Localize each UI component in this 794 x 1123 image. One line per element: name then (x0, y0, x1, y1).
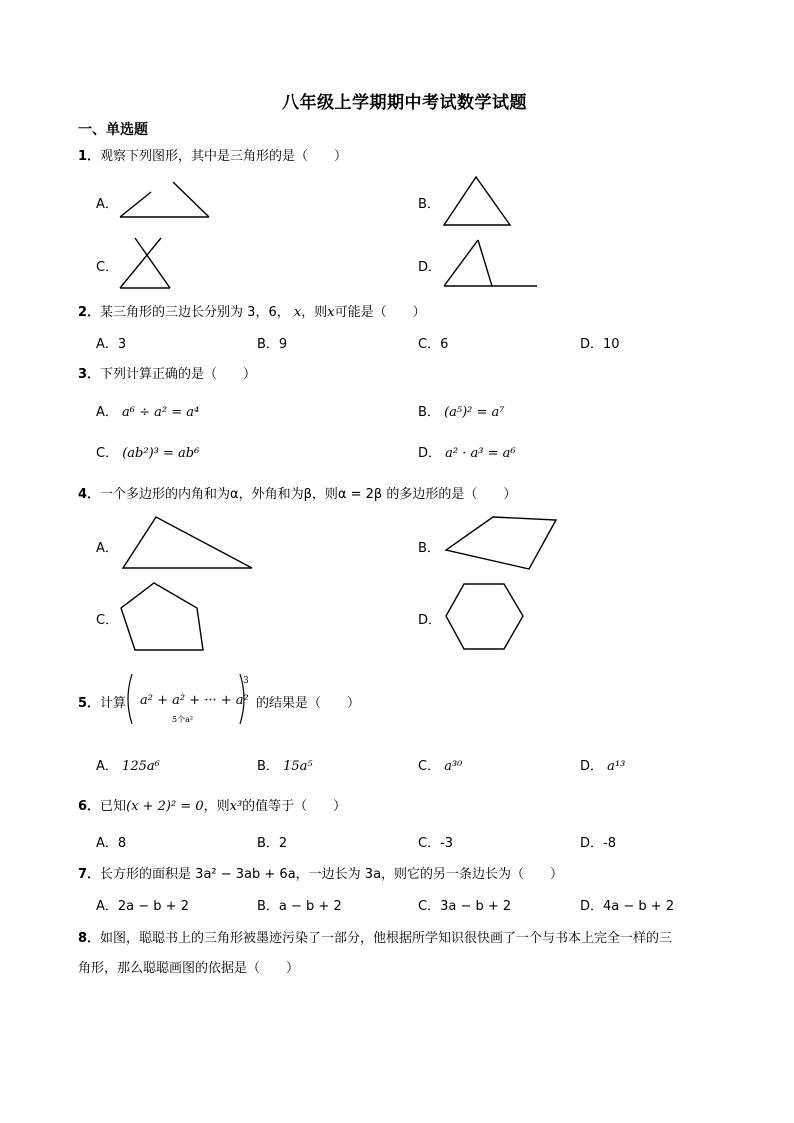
question-7 (78, 863, 563, 882)
option-a: A．2a − b + 2 (96, 899, 189, 914)
question-2 (78, 301, 426, 320)
question-number: 5． (78, 696, 101, 711)
option-label: D． (418, 446, 442, 461)
option-expression: (ab²)³ = ab⁶ (122, 446, 200, 461)
question-8-line-2: 角形，那么聪聪画图的依据是（ ） (78, 961, 300, 976)
question-8-line-1 (78, 927, 672, 946)
question-stem: 已知 (100, 799, 127, 814)
option-a-label: A． (96, 541, 118, 556)
question-stem: 可能是（ ） (334, 305, 426, 320)
question-stem: 下列计算正确的是（ ） (100, 367, 257, 382)
option-expression: a³⁰ (444, 759, 463, 774)
option-d (418, 442, 516, 461)
question-stem: 一个多边形的内角和为α，外角和为β，则α = 2β 的多边形的是（ ） (100, 487, 517, 502)
option-a (96, 755, 160, 774)
option-d-label: D． (418, 613, 442, 628)
question-number: 2． (78, 305, 101, 320)
option-b: B．a − b + 2 (257, 899, 342, 914)
question-stem: 如图，聪聪书上的三角形被墨迹污染了一部分，他根据所学知识很快画了一个与书本上完全一样的三 (100, 931, 673, 946)
q4-figure-b-quadrilateral (443, 513, 561, 573)
q1-figure-a (115, 180, 215, 220)
option-label: A． (96, 759, 118, 774)
question-number: 3． (78, 367, 101, 382)
question-number: 8． (78, 931, 101, 946)
variable: x³ (229, 799, 243, 814)
option-b-label: B． (418, 197, 440, 212)
question-number: 4． (78, 487, 101, 502)
option-a-label: A． (96, 197, 118, 212)
question-stem: 的值等于（ ） (242, 799, 347, 814)
option-label: C． (418, 759, 441, 774)
question-3 (78, 363, 256, 382)
equation: (x + 2)² = 0 (126, 799, 204, 814)
option-c-label: C． (96, 260, 119, 275)
option-d: D．4a − b + 2 (580, 899, 675, 914)
question-stem: 的结果是（ ） (256, 696, 361, 711)
question-1 (78, 145, 347, 164)
q1-figure-b (440, 173, 515, 228)
option-label: B． (418, 405, 440, 420)
option-label: C． (96, 446, 119, 461)
q5-sum: a² + a² + ··· + a² (140, 693, 249, 708)
option-c (418, 755, 462, 774)
option-c: C．3a − b + 2 (418, 899, 512, 914)
question-stem: 长方形的面积是 3a² − 3ab + 6a，一边长为 3a，则它的另一条边长为（ ） (100, 867, 564, 882)
option-expression: a⁶ ÷ a² = a⁴ (122, 405, 200, 420)
q4-figure-c-pentagon (118, 580, 208, 654)
option-c: C．6 (418, 337, 449, 352)
q5-underbrace-label: 5个a² (172, 715, 194, 724)
option-a: A．3 (96, 337, 127, 352)
q4-figure-a-triangle (120, 514, 256, 572)
option-c: C．-3 (418, 836, 454, 851)
q4-figure-d-hexagon (444, 581, 526, 653)
question-stem: ，则 (301, 305, 328, 320)
option-expression: a² · a³ = a⁶ (445, 446, 516, 461)
question-number: 7． (78, 867, 101, 882)
option-c-label: C． (96, 613, 119, 628)
option-a: A．8 (96, 836, 127, 851)
option-label: A． (96, 405, 118, 420)
variable: x (293, 305, 302, 320)
q5-expression (124, 671, 254, 729)
question-stem: 观察下列图形，其中是三角形的是（ ） (100, 149, 348, 164)
option-expression: (a⁵)² = a⁷ (444, 405, 505, 420)
option-b (418, 401, 505, 420)
option-a (96, 401, 199, 420)
question-number: 6． (78, 799, 101, 814)
option-c (96, 442, 199, 461)
option-d (580, 755, 625, 774)
q1-figure-c (115, 234, 175, 292)
question-4 (78, 483, 516, 502)
page-title: 八年级上学期期中考试数学试题 (282, 93, 527, 113)
q1-figure-d (440, 235, 540, 291)
option-d-label: D． (418, 260, 442, 275)
option-expression: 15a⁵ (283, 759, 313, 774)
option-d: D．-8 (580, 836, 616, 851)
option-b (257, 755, 313, 774)
option-b-label: B． (418, 541, 440, 556)
question-6 (78, 795, 346, 814)
option-label: D． (580, 759, 604, 774)
question-5-number (78, 692, 126, 711)
variable: x (327, 305, 335, 320)
question-stem: 计算 (100, 696, 127, 711)
option-d: D．10 (580, 337, 620, 352)
question-stem: ，则 (203, 799, 230, 814)
option-b: B．2 (257, 836, 288, 851)
option-b: B．9 (257, 337, 288, 352)
option-expression: 125a⁶ (122, 759, 160, 774)
question-number: 1． (78, 149, 101, 164)
option-expression: a¹³ (607, 759, 626, 774)
question-stem: 某三角形的三边长分别为 3，6， (100, 305, 290, 320)
section-heading: 一、单选题 (78, 122, 148, 138)
option-label: B． (257, 759, 279, 774)
q5-power: 3 (243, 676, 249, 686)
